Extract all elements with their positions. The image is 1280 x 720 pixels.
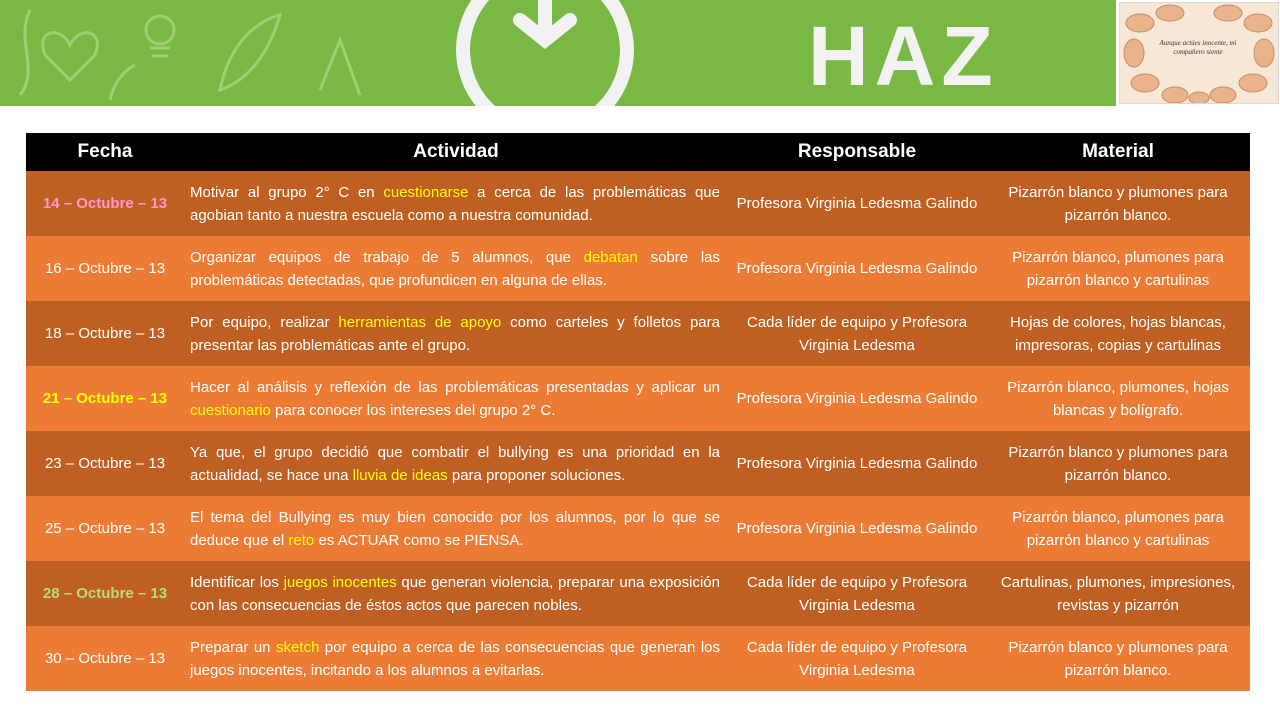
table-header-row bbox=[26, 133, 1250, 171]
responsible-cell: Profesora Virginia Ledesma Galindo bbox=[728, 496, 986, 561]
material-cell: Pizarrón blanco y plumones para pizarrón blanco. bbox=[986, 626, 1250, 691]
responsible-cell: Cada líder de equipo y Profesora Virginia Ledesma bbox=[728, 561, 986, 626]
date-cell bbox=[26, 236, 184, 301]
activity-cell bbox=[184, 561, 728, 626]
table-row bbox=[26, 171, 1250, 236]
activity-text: para conocer los intereses del grupo 2° C. bbox=[270, 401, 556, 419]
material-cell: Pizarrón blanco, plumones para pizarrón blanco y cartulinas bbox=[986, 236, 1250, 301]
date-text: 18 – Octubre – 13 bbox=[44, 325, 166, 342]
date-text: 30 – Octubre – 13 bbox=[44, 650, 166, 667]
leaf-doodle-icon bbox=[220, 15, 280, 90]
campaign-logo bbox=[1116, 0, 1280, 106]
activity-keyword: herramientas de apoyo bbox=[338, 313, 502, 331]
activity-table bbox=[26, 133, 1250, 691]
date-text: 16 – Octubre – 13 bbox=[44, 260, 166, 277]
header-fecha: Fecha bbox=[26, 133, 184, 171]
activity-text: a cerca de las problemáticas que agobian tanto a nuestra escuela como a nuestra comunidad. bbox=[190, 183, 720, 224]
table-row bbox=[26, 561, 1250, 626]
header-banner bbox=[0, 0, 1116, 106]
date-text: 14 – Octubre – 13 bbox=[42, 195, 168, 212]
date-cell bbox=[26, 366, 184, 431]
material-cell: Pizarrón blanco y plumones para pizarrón blanco. bbox=[986, 431, 1250, 496]
date-text: 21 – Octubre – 13 bbox=[42, 390, 168, 407]
activity-text: que generan violencia, preparar una exposición con las consecuencias de éstos actos que parecen nobles. bbox=[190, 573, 720, 614]
table-row bbox=[26, 496, 1250, 561]
activity-text: Identificar los bbox=[190, 573, 284, 591]
date-text: 28 – Octubre – 13 bbox=[42, 585, 168, 602]
wrench-circle-icon bbox=[463, 0, 627, 106]
material-cell: Hojas de colores, hojas blancas, impresoras, copias y cartulinas bbox=[986, 301, 1250, 366]
responsible-cell: Profesora Virginia Ledesma Galindo bbox=[728, 236, 986, 301]
activity-cell bbox=[184, 496, 728, 561]
responsible-cell: Cada líder de equipo y Profesora Virginia Ledesma bbox=[728, 626, 986, 691]
activity-cell bbox=[184, 236, 728, 301]
activity-text: como carteles y folletos para presentar las problemáticas ante el grupo. bbox=[190, 313, 720, 354]
activity-keyword: cuestionario bbox=[190, 401, 271, 419]
activity-text: Hacer al análisis y reflexión de las problemáticas presentadas y aplicar un bbox=[190, 378, 720, 396]
activity-cell bbox=[184, 366, 728, 431]
responsible-cell: Cada líder de equipo y Profesora Virginia Ledesma bbox=[728, 301, 986, 366]
header-responsable: Responsable bbox=[728, 133, 986, 171]
date-cell bbox=[26, 496, 184, 561]
lightbulb-doodle-icon bbox=[146, 16, 174, 44]
activity-cell bbox=[184, 301, 728, 366]
banner-title: HAZ bbox=[808, 9, 999, 103]
responsible-cell: Profesora Virginia Ledesma Galindo bbox=[728, 431, 986, 496]
activity-cell bbox=[184, 626, 728, 691]
header-material: Material bbox=[986, 133, 1250, 171]
activity-text: Por equipo, realizar bbox=[190, 313, 339, 331]
material-cell: Cartulinas, plumones, impresiones, revistas y pizarrón bbox=[986, 561, 1250, 626]
activity-text: Organizar equipos de trabajo de 5 alumnos, que bbox=[190, 248, 584, 266]
table-row bbox=[26, 366, 1250, 431]
activity-text: por equipo a cerca de las consecuencias que generan los juegos inocentes, incitando a los alumnos a evitarlas. bbox=[190, 638, 720, 679]
activity-cell bbox=[184, 431, 728, 496]
activity-keyword: debatan bbox=[583, 248, 638, 266]
activity-text: es ACTUAR como se PIENSA. bbox=[314, 531, 524, 549]
table-row bbox=[26, 301, 1250, 366]
activity-keyword: juegos inocentes bbox=[283, 573, 397, 591]
activity-text: sobre las problemáticas detectadas, que profundicen en alguna de ellas. bbox=[190, 248, 720, 289]
material-cell: Pizarrón blanco, plumones para pizarrón blanco y cartulinas bbox=[986, 496, 1250, 561]
table-row bbox=[26, 431, 1250, 496]
table-row bbox=[26, 236, 1250, 301]
date-cell bbox=[26, 301, 184, 366]
material-cell: Pizarrón blanco, plumones, hojas blancas y bolígrafo. bbox=[986, 366, 1250, 431]
heart-doodle-icon bbox=[43, 33, 98, 80]
date-cell bbox=[26, 171, 184, 236]
responsible-cell: Profesora Virginia Ledesma Galindo bbox=[728, 366, 986, 431]
logo-caption: Aunque actúes inocente, mi compañero siente bbox=[1159, 39, 1237, 56]
activity-text: Preparar un bbox=[190, 638, 276, 656]
activity-text: Motivar al grupo 2° C en bbox=[190, 183, 384, 201]
date-cell bbox=[26, 626, 184, 691]
date-cell bbox=[26, 561, 184, 626]
activity-text: El tema del Bullying es muy bien conocido por los alumnos, por lo que se deduce que el bbox=[190, 508, 720, 549]
activity-keyword: lluvia de ideas bbox=[352, 466, 448, 484]
activity-keyword: reto bbox=[288, 531, 315, 549]
activity-text: para proponer soluciones. bbox=[447, 466, 626, 484]
responsible-cell: Profesora Virginia Ledesma Galindo bbox=[728, 171, 986, 236]
table-row bbox=[26, 626, 1250, 691]
activity-keyword: cuestionarse bbox=[383, 183, 469, 201]
activity-text: Ya que, el grupo decidió que combatir el bullying es una prioridad en la actualidad, se hace una bbox=[190, 443, 720, 484]
header-actividad: Actividad bbox=[184, 133, 728, 171]
material-cell: Pizarrón blanco y plumones para pizarrón blanco. bbox=[986, 171, 1250, 236]
date-cell bbox=[26, 431, 184, 496]
activity-keyword: sketch bbox=[275, 638, 320, 656]
date-text: 23 – Octubre – 13 bbox=[44, 455, 166, 472]
activity-cell bbox=[184, 171, 728, 236]
date-text: 25 – Octubre – 13 bbox=[44, 520, 166, 537]
